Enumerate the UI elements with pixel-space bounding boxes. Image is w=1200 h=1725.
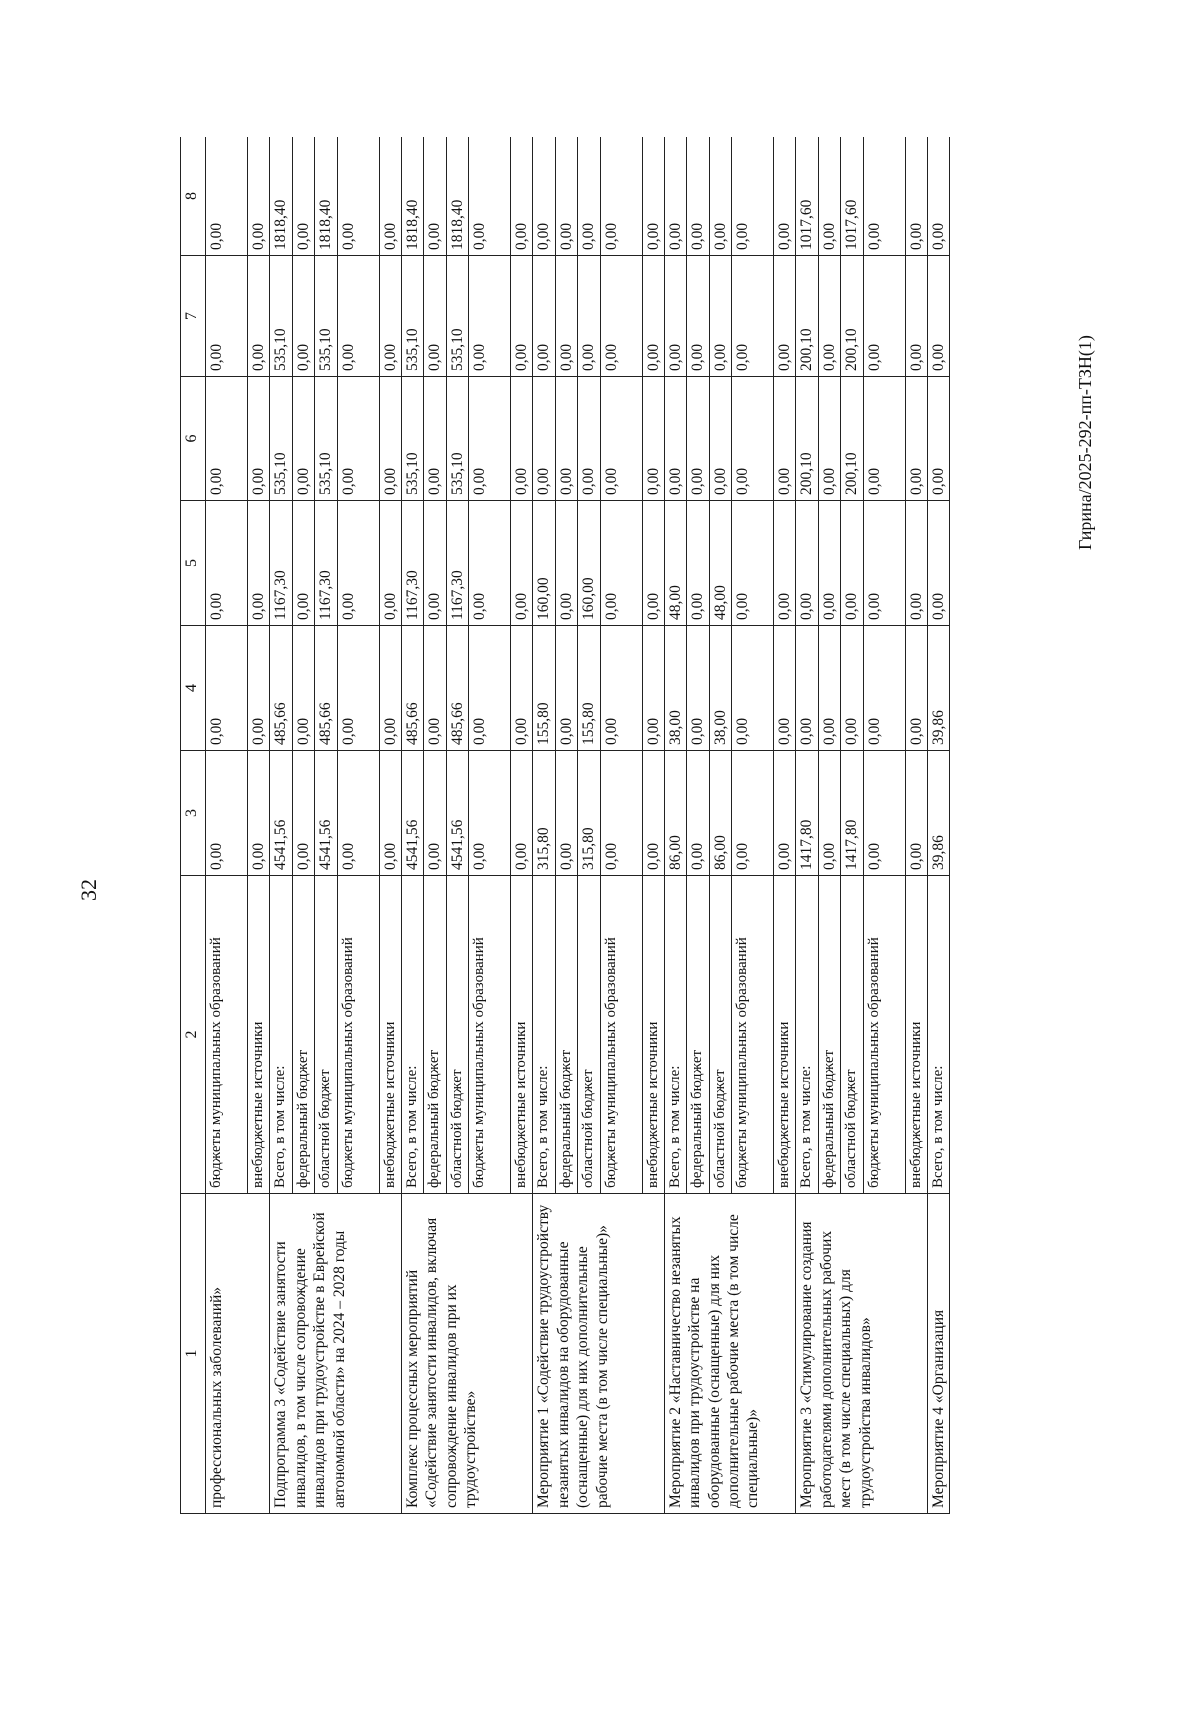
- funding-source-cell: бюджеты муниципальных образований: [732, 876, 774, 1194]
- value-cell-col-4: 38,00: [709, 626, 731, 751]
- funding-source-cell: Всего, в том числе:: [796, 876, 818, 1194]
- budget-table: [180, 137, 950, 1514]
- value-cell-col-3: 0,00: [248, 751, 270, 876]
- value-cell-col-5: 0,00: [469, 501, 511, 626]
- value-cell-col-8: 1017,60: [841, 137, 863, 256]
- value-cell-col-6: 200,10: [796, 377, 818, 501]
- program-name-cell: профессиональных заболеваний»: [206, 1194, 270, 1514]
- table-row: [206, 137, 248, 1514]
- value-cell-col-7: 0,00: [206, 256, 248, 377]
- col-header-2: 2: [181, 876, 206, 1194]
- value-cell-col-8: 0,00: [905, 137, 927, 256]
- value-cell-col-5: 1167,30: [401, 501, 423, 626]
- value-cell-col-3: 0,00: [292, 751, 314, 876]
- value-cell-col-4: 155,80: [578, 626, 600, 751]
- value-cell-col-3: 0,00: [206, 751, 248, 876]
- value-cell-col-5: 0,00: [555, 501, 577, 626]
- value-cell-col-8: 1818,40: [446, 137, 468, 256]
- value-cell-col-6: 0,00: [642, 377, 664, 501]
- value-cell-col-5: 0,00: [927, 501, 949, 626]
- col-header-5: 5: [181, 501, 206, 626]
- value-cell-col-3: 0,00: [863, 751, 905, 876]
- value-cell-col-7: 0,00: [533, 256, 555, 377]
- value-cell-col-4: 0,00: [248, 626, 270, 751]
- value-cell-col-3: 4541,56: [446, 751, 468, 876]
- value-cell-col-7: 0,00: [337, 256, 379, 377]
- value-cell-col-5: 0,00: [905, 501, 927, 626]
- value-cell-col-3: 0,00: [379, 751, 401, 876]
- value-cell-col-5: 1167,30: [315, 501, 337, 626]
- page-number-wrap: [74, 860, 104, 920]
- value-cell-col-7: 0,00: [511, 256, 533, 377]
- value-cell-col-4: 0,00: [337, 626, 379, 751]
- funding-source-cell: областной бюджет: [578, 876, 600, 1194]
- value-cell-col-8: 0,00: [642, 137, 664, 256]
- funding-source-cell: Всего, в том числе:: [533, 876, 555, 1194]
- funding-source-cell: внебюджетные источники: [379, 876, 401, 1194]
- value-cell-col-6: 0,00: [578, 377, 600, 501]
- funding-source-cell: федеральный бюджет: [424, 876, 446, 1194]
- footer-code: Гирина/2025-292-пп-ТЗН(1): [1075, 335, 1095, 550]
- value-cell-col-7: 0,00: [664, 256, 686, 377]
- value-cell-col-4: 0,00: [555, 626, 577, 751]
- funding-source-cell: внебюджетные источники: [511, 876, 533, 1194]
- value-cell-col-3: 1417,80: [841, 751, 863, 876]
- value-cell-col-4: 155,80: [533, 626, 555, 751]
- value-cell-col-7: 535,10: [446, 256, 468, 377]
- value-cell-col-4: 485,66: [315, 626, 337, 751]
- value-cell-col-7: 0,00: [732, 256, 774, 377]
- value-cell-col-6: 535,10: [315, 377, 337, 501]
- value-cell-col-6: 0,00: [424, 377, 446, 501]
- value-cell-col-6: 0,00: [379, 377, 401, 501]
- value-cell-col-6: 0,00: [709, 377, 731, 501]
- value-cell-col-4: 0,00: [642, 626, 664, 751]
- value-cell-col-5: 0,00: [863, 501, 905, 626]
- value-cell-col-7: 0,00: [469, 256, 511, 377]
- value-cell-col-3: 315,80: [533, 751, 555, 876]
- value-cell-col-8: 0,00: [863, 137, 905, 256]
- value-cell-col-4: 0,00: [206, 626, 248, 751]
- funding-source-cell: федеральный бюджет: [818, 876, 840, 1194]
- value-cell-col-7: 200,10: [796, 256, 818, 377]
- funding-source-cell: Всего, в том числе:: [401, 876, 423, 1194]
- value-cell-col-6: 0,00: [469, 377, 511, 501]
- value-cell-col-3: 39,86: [927, 751, 949, 876]
- funding-source-cell: областной бюджет: [446, 876, 468, 1194]
- value-cell-col-5: 0,00: [600, 501, 642, 626]
- table-body: [206, 137, 950, 1514]
- value-cell-col-3: 4541,56: [401, 751, 423, 876]
- rotated-table-container: [180, 137, 1075, 1514]
- value-cell-col-3: 0,00: [905, 751, 927, 876]
- footer-code-wrap: [1070, 130, 1100, 550]
- value-cell-col-6: 0,00: [732, 377, 774, 501]
- table-row: [927, 137, 949, 1514]
- value-cell-col-8: 0,00: [687, 137, 709, 256]
- value-cell-col-5: 0,00: [642, 501, 664, 626]
- value-cell-col-4: 0,00: [863, 626, 905, 751]
- value-cell-col-5: 0,00: [248, 501, 270, 626]
- value-cell-col-4: 485,66: [270, 626, 292, 751]
- value-cell-col-6: 0,00: [248, 377, 270, 501]
- value-cell-col-6: 0,00: [600, 377, 642, 501]
- value-cell-col-7: 0,00: [642, 256, 664, 377]
- value-cell-col-4: 0,00: [424, 626, 446, 751]
- value-cell-col-5: 0,00: [841, 501, 863, 626]
- header-row: [181, 137, 206, 1514]
- value-cell-col-7: 0,00: [578, 256, 600, 377]
- value-cell-col-7: 200,10: [841, 256, 863, 377]
- value-cell-col-5: 0,00: [774, 501, 796, 626]
- value-cell-col-7: 0,00: [709, 256, 731, 377]
- value-cell-col-3: 86,00: [664, 751, 686, 876]
- value-cell-col-6: 0,00: [905, 377, 927, 501]
- value-cell-col-8: 0,00: [555, 137, 577, 256]
- program-name-cell: Мероприятие 1 «Содействие трудоустройству незанятых инвалидов на оборудованные (оснащенные) для них дополнительные рабочие места (в том числе специальные)»: [533, 1194, 665, 1514]
- value-cell-col-6: 535,10: [270, 377, 292, 501]
- value-cell-col-5: 0,00: [424, 501, 446, 626]
- value-cell-col-4: 0,00: [379, 626, 401, 751]
- value-cell-col-7: 0,00: [424, 256, 446, 377]
- value-cell-col-7: 0,00: [600, 256, 642, 377]
- value-cell-col-3: 0,00: [642, 751, 664, 876]
- funding-source-cell: Всего, в том числе:: [270, 876, 292, 1194]
- value-cell-col-3: 0,00: [732, 751, 774, 876]
- program-name-cell: Мероприятие 2 «Наставничество незанятых инвалидов при трудоустройстве на оборудованные (оснащенные) для них дополнительные рабочие места (в том числе специальные)»: [664, 1194, 796, 1514]
- funding-source-cell: федеральный бюджет: [687, 876, 709, 1194]
- value-cell-col-7: 0,00: [379, 256, 401, 377]
- value-cell-col-5: 0,00: [206, 501, 248, 626]
- value-cell-col-7: 535,10: [270, 256, 292, 377]
- value-cell-col-3: 0,00: [555, 751, 577, 876]
- value-cell-col-6: 0,00: [555, 377, 577, 501]
- value-cell-col-6: 0,00: [533, 377, 555, 501]
- value-cell-col-6: 535,10: [446, 377, 468, 501]
- value-cell-col-8: 0,00: [248, 137, 270, 256]
- value-cell-col-8: 0,00: [774, 137, 796, 256]
- value-cell-col-7: 535,10: [401, 256, 423, 377]
- value-cell-col-4: 0,00: [732, 626, 774, 751]
- value-cell-col-5: 0,00: [379, 501, 401, 626]
- value-cell-col-5: 48,00: [709, 501, 731, 626]
- value-cell-col-5: 0,00: [818, 501, 840, 626]
- funding-source-cell: бюджеты муниципальных образований: [863, 876, 905, 1194]
- value-cell-col-8: 0,00: [206, 137, 248, 256]
- table-row: [796, 137, 818, 1514]
- value-cell-col-8: 0,00: [664, 137, 686, 256]
- table-row: [664, 137, 686, 1514]
- table-row: [401, 137, 423, 1514]
- value-cell-col-8: 1818,40: [270, 137, 292, 256]
- value-cell-col-4: 0,00: [796, 626, 818, 751]
- funding-source-cell: областной бюджет: [315, 876, 337, 1194]
- funding-source-cell: федеральный бюджет: [292, 876, 314, 1194]
- value-cell-col-6: 0,00: [292, 377, 314, 501]
- page-number: 32: [76, 879, 101, 901]
- funding-source-cell: внебюджетные источники: [642, 876, 664, 1194]
- value-cell-col-6: 0,00: [664, 377, 686, 501]
- value-cell-col-4: 0,00: [511, 626, 533, 751]
- value-cell-col-5: 1167,30: [446, 501, 468, 626]
- value-cell-col-7: 0,00: [292, 256, 314, 377]
- value-cell-col-8: 0,00: [469, 137, 511, 256]
- value-cell-col-7: 0,00: [687, 256, 709, 377]
- value-cell-col-7: 0,00: [863, 256, 905, 377]
- value-cell-col-4: 0,00: [469, 626, 511, 751]
- value-cell-col-5: 48,00: [664, 501, 686, 626]
- value-cell-col-3: 0,00: [337, 751, 379, 876]
- value-cell-col-8: 0,00: [732, 137, 774, 256]
- funding-source-cell: бюджеты муниципальных образований: [206, 876, 248, 1194]
- value-cell-col-4: 0,00: [818, 626, 840, 751]
- value-cell-col-5: 160,00: [533, 501, 555, 626]
- value-cell-col-8: 1017,60: [796, 137, 818, 256]
- program-name-cell: Подпрограмма 3 «Содействие занятости инвалидов, в том числе сопровождение инвалидов при трудоустройстве в Еврейской автономной области» на 2024 – 2028 годы: [270, 1194, 402, 1514]
- funding-source-cell: Всего, в том числе:: [664, 876, 686, 1194]
- value-cell-col-8: 1818,40: [401, 137, 423, 256]
- funding-source-cell: внебюджетные источники: [905, 876, 927, 1194]
- funding-source-cell: областной бюджет: [709, 876, 731, 1194]
- value-cell-col-8: 0,00: [927, 137, 949, 256]
- value-cell-col-7: 0,00: [818, 256, 840, 377]
- value-cell-col-7: 0,00: [927, 256, 949, 377]
- value-cell-col-4: 0,00: [905, 626, 927, 751]
- value-cell-col-8: 0,00: [709, 137, 731, 256]
- value-cell-col-5: 0,00: [292, 501, 314, 626]
- table-row: [270, 137, 292, 1514]
- value-cell-col-8: 0,00: [533, 137, 555, 256]
- value-cell-col-5: 0,00: [687, 501, 709, 626]
- funding-source-cell: внебюджетные источники: [774, 876, 796, 1194]
- value-cell-col-3: 4541,56: [315, 751, 337, 876]
- value-cell-col-7: 0,00: [905, 256, 927, 377]
- col-header-1: 1: [181, 1194, 206, 1514]
- funding-source-cell: Всего, в том числе:: [927, 876, 949, 1194]
- col-header-3: 3: [181, 751, 206, 876]
- col-header-7: 7: [181, 256, 206, 377]
- table-viewport: [180, 137, 1075, 1514]
- col-header-6: 6: [181, 377, 206, 501]
- value-cell-col-3: 0,00: [469, 751, 511, 876]
- value-cell-col-6: 0,00: [818, 377, 840, 501]
- value-cell-col-5: 0,00: [796, 501, 818, 626]
- value-cell-col-4: 38,00: [664, 626, 686, 751]
- value-cell-col-3: 315,80: [578, 751, 600, 876]
- value-cell-col-5: 0,00: [337, 501, 379, 626]
- value-cell-col-4: 39,86: [927, 626, 949, 751]
- value-cell-col-3: 0,00: [818, 751, 840, 876]
- value-cell-col-5: 0,00: [732, 501, 774, 626]
- value-cell-col-5: 0,00: [511, 501, 533, 626]
- program-name-cell: Мероприятие 3 «Стимулирование создания работодателями дополнительных рабочих мест (в том числе специальных) для трудоустройства инвалидов»: [796, 1194, 928, 1514]
- value-cell-col-4: 0,00: [841, 626, 863, 751]
- value-cell-col-6: 0,00: [863, 377, 905, 501]
- funding-source-cell: областной бюджет: [841, 876, 863, 1194]
- value-cell-col-6: 0,00: [337, 377, 379, 501]
- program-name-cell: Комплекс процессных мероприятий «Содействие занятости инвалидов, включая сопровождение инвалидов при их трудоустройстве»: [401, 1194, 533, 1514]
- funding-source-cell: бюджеты муниципальных образований: [337, 876, 379, 1194]
- value-cell-col-6: 0,00: [687, 377, 709, 501]
- value-cell-col-4: 0,00: [687, 626, 709, 751]
- funding-source-cell: федеральный бюджет: [555, 876, 577, 1194]
- value-cell-col-8: 0,00: [379, 137, 401, 256]
- value-cell-col-8: 0,00: [511, 137, 533, 256]
- value-cell-col-6: 0,00: [511, 377, 533, 501]
- value-cell-col-6: 0,00: [927, 377, 949, 501]
- value-cell-col-5: 160,00: [578, 501, 600, 626]
- value-cell-col-4: 485,66: [446, 626, 468, 751]
- value-cell-col-7: 0,00: [555, 256, 577, 377]
- value-cell-col-7: 0,00: [248, 256, 270, 377]
- value-cell-col-8: 0,00: [424, 137, 446, 256]
- col-header-8: 8: [181, 137, 206, 256]
- value-cell-col-3: 1417,80: [796, 751, 818, 876]
- value-cell-col-3: 0,00: [511, 751, 533, 876]
- value-cell-col-3: 0,00: [687, 751, 709, 876]
- value-cell-col-6: 0,00: [774, 377, 796, 501]
- value-cell-col-4: 0,00: [600, 626, 642, 751]
- value-cell-col-8: 0,00: [600, 137, 642, 256]
- value-cell-col-3: 4541,56: [270, 751, 292, 876]
- value-cell-col-4: 0,00: [292, 626, 314, 751]
- value-cell-col-5: 1167,30: [270, 501, 292, 626]
- value-cell-col-7: 535,10: [315, 256, 337, 377]
- value-cell-col-3: 0,00: [774, 751, 796, 876]
- value-cell-col-8: 0,00: [337, 137, 379, 256]
- funding-source-cell: бюджеты муниципальных образований: [600, 876, 642, 1194]
- funding-source-cell: бюджеты муниципальных образований: [469, 876, 511, 1194]
- program-name-cell: Мероприятие 4 «Организация: [927, 1194, 949, 1514]
- value-cell-col-8: 0,00: [578, 137, 600, 256]
- value-cell-col-6: 0,00: [206, 377, 248, 501]
- value-cell-col-3: 0,00: [600, 751, 642, 876]
- value-cell-col-6: 200,10: [841, 377, 863, 501]
- value-cell-col-6: 535,10: [401, 377, 423, 501]
- value-cell-col-7: 0,00: [774, 256, 796, 377]
- table-row: [533, 137, 555, 1514]
- value-cell-col-4: 485,66: [401, 626, 423, 751]
- value-cell-col-3: 86,00: [709, 751, 731, 876]
- value-cell-col-8: 0,00: [818, 137, 840, 256]
- col-header-4: 4: [181, 626, 206, 751]
- value-cell-col-4: 0,00: [774, 626, 796, 751]
- value-cell-col-3: 0,00: [424, 751, 446, 876]
- value-cell-col-8: 0,00: [292, 137, 314, 256]
- funding-source-cell: внебюджетные источники: [248, 876, 270, 1194]
- value-cell-col-8: 1818,40: [315, 137, 337, 256]
